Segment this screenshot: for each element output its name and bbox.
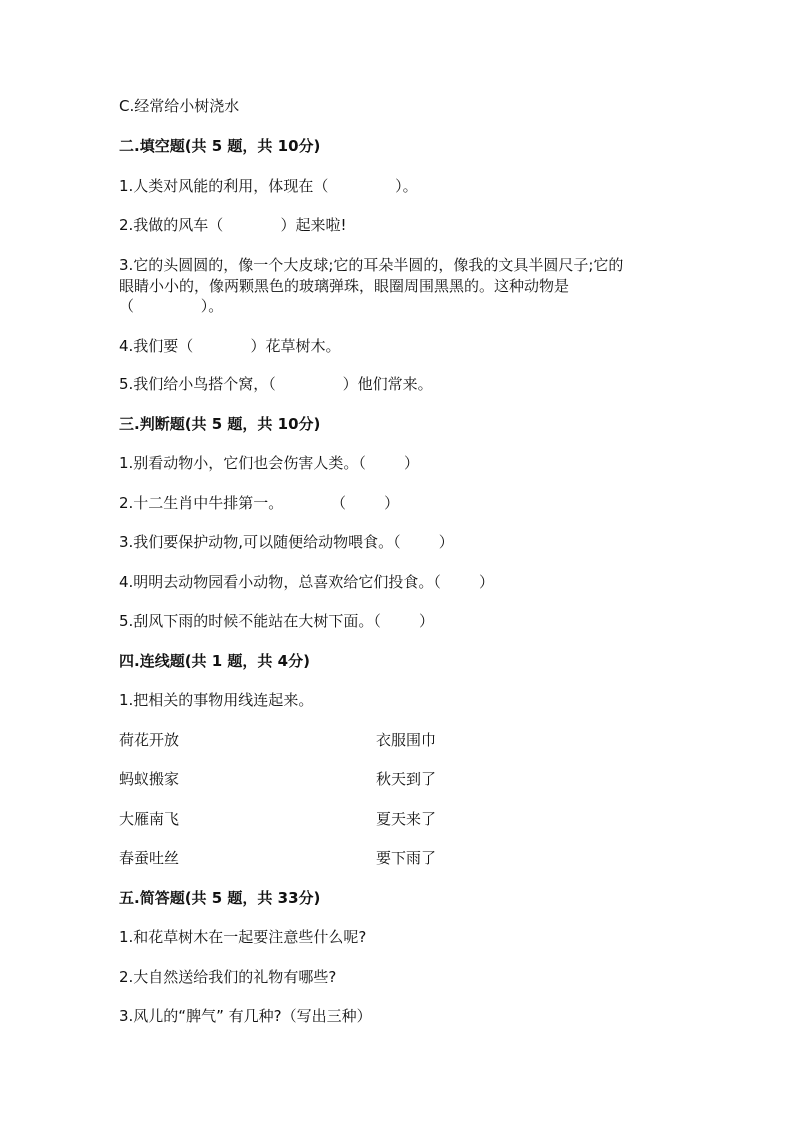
short-question-1: 1.和花草树木在一起要注意些什么呢? [119, 928, 367, 946]
judge-question-4: 4.明明去动物园看小动物，总喜欢给它们投食。（ ） [119, 573, 494, 591]
match-right-item: 衣服围巾 [376, 731, 437, 749]
judge-question-2: 2.十二生肖中牛排第一。 （ ） [119, 494, 400, 512]
match-left-item: 大雁南飞 [119, 810, 180, 828]
choice-c: C.经常给小树浇水 [119, 97, 240, 115]
fill-question-4: 4.我们要（ ）花草树木。 [119, 337, 341, 355]
match-left-item: 蚂蚁搬家 [119, 770, 180, 788]
fill-question-3-line-3: （ ）。 [119, 297, 224, 315]
section-5-heading: 五.简答题(共 5 题，共 33分) [119, 889, 321, 907]
fill-question-3-line-2: 眼睛小小的，像两颗黑色的玻璃弹珠，眼圈周围黑黑的。这种动物是 [119, 277, 570, 295]
match-left-item: 荷花开放 [119, 731, 180, 749]
judge-question-3: 3.我们要保护动物,可以随便给动物喂食。（ ） [119, 533, 454, 551]
section-4-heading: 四.连线题(共 1 题，共 4分) [119, 652, 310, 670]
section-3-heading: 三.判断题(共 5 题，共 10分) [119, 415, 321, 433]
match-right-item: 要下雨了 [376, 849, 437, 867]
fill-question-3-line-1: 3.它的头圆圆的，像一个大皮球;它的耳朵半圆的，像我的文具半圆尺子;它的 [119, 256, 624, 274]
match-left-item: 春蚕吐丝 [119, 849, 180, 867]
fill-question-2: 2.我做的风车（ ）起来啦! [119, 216, 347, 234]
judge-question-1: 1.别看动物小，它们也会伤害人类。（ ） [119, 454, 419, 472]
match-right-item: 夏天来了 [376, 810, 437, 828]
fill-question-5: 5.我们给小鸟搭个窝，（ ）他们常来。 [119, 375, 433, 393]
section-2-heading: 二.填空题(共 5 题，共 10分) [119, 137, 321, 155]
match-question: 1.把相关的事物用线连起来。 [119, 691, 314, 709]
match-right-item: 秋天到了 [376, 770, 437, 788]
short-question-2: 2.大自然送给我们的礼物有哪些? [119, 968, 337, 986]
short-question-3: 3.风儿的“脾气” 有几种?（写出三种） [119, 1007, 372, 1025]
judge-question-5: 5.刮风下雨的时候不能站在大树下面。（ ） [119, 612, 434, 630]
fill-question-1: 1.人类对风能的利用，体现在（ ）。 [119, 177, 418, 195]
